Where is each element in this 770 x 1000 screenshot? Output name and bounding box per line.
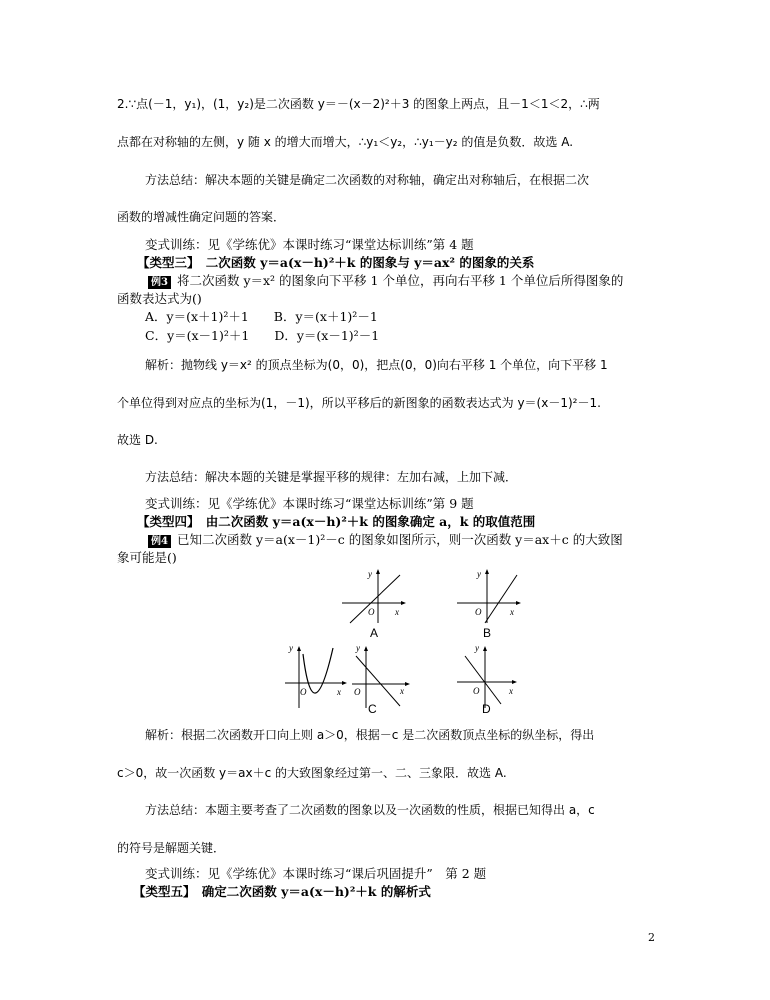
svg-text:O: O [354,687,361,697]
svg-text:y: y [368,569,372,579]
line-6: 【类型三】 二次函数 y＝a(x－h)²＋k 的图象与 y＝ax² 的图象的关系 [137,255,535,270]
line-7: 例3 将二次函数 y＝x² 的图象向下平移 1 个单位，再向右平移 1 个单位后所得图象的 [148,273,623,289]
figure-d-graph [455,640,525,710]
svg-text:x: x [510,607,514,617]
figure-d-label: D [482,702,491,716]
line-21: 方法总结：本题主要考查了二次函数的图象以及一次函数的性质，根据已知得出 a，c [145,803,595,817]
svg-text:x: x [509,686,513,696]
line-16: 【类型四】 由二次函数 y＝a(x－h)²＋k 的图象确定 a，k 的取值范围 [137,514,536,529]
line-5: 变式训练：见《学练优》本课时练习“课堂达标训练”第 4 题 [145,237,474,252]
line-24: 【类型五】 确定二次函数 y＝a(x－h)²＋k 的解析式 [133,884,431,899]
figure-c-label: C [368,702,377,716]
line-17: 例4 已知二次函数 y＝a(x－1)²－c 的图象如图所示，则一次函数 y＝ax＋c 的大致图 [148,532,623,548]
figure-c-graph [350,640,420,710]
figure-b [455,565,525,625]
line-4: 函数的增减性确定问题的答案． [117,210,286,224]
svg-text:y: y [477,569,481,579]
example-tag: 例3 [148,276,171,289]
figure-d [455,640,525,710]
svg-text:O: O [475,607,482,617]
svg-text:y: y [289,643,293,653]
svg-text:x: x [337,687,341,697]
line-1: 2.∵点(－1，y₁)，(1，y₂)是二次函数 y＝－(x－2)²＋3 的图象上两点，且－1＜1＜2，∴两 [117,97,600,111]
figure-c [350,640,420,710]
page-number: 2 [648,931,655,944]
svg-text:x: x [400,686,404,696]
line-18: 象可能是() [117,550,177,565]
line-2: 点都在对称轴的左侧，y 随 x 的增大而增大，∴y₁＜y₂，∴y₁－y₂ 的值是负数．故选 A. [117,135,574,149]
line-20: c＞0，故一次函数 y＝ax＋c 的大致图象经过第一、二、三象限．故选 A. [117,766,507,780]
line-23: 变式训练：见《学练优》本课时练习“课后巩固提升” 第 2 题 [145,866,487,881]
svg-text:O: O [473,686,480,696]
option-line-ab: A．y＝(x＋1)²＋1 B．y＝(x＋1)²－1 [145,309,378,324]
figure-b-label: B [483,626,492,640]
example-tag: 例4 [148,535,171,548]
figure-b-graph [455,565,525,625]
svg-text:x: x [395,607,399,617]
line-14: 方法总结：解决本题的关键是掌握平移的规律：左加右减，上加下减． [145,470,518,484]
line-11: 解析：抛物线 y＝x² 的顶点坐标为(0，0)，把点(0，0)向右平移 1 个单位，向下平移 1 [145,358,608,372]
svg-text:O: O [368,607,375,617]
line-15: 变式训练：见《学练优》本课时练习“课堂达标训练”第 9 题 [145,496,474,511]
line-13: 故选 D. [117,433,158,447]
parabola-graph [283,640,353,710]
figure-a-graph [340,565,410,625]
figure-a-label: A [370,626,379,640]
svg-text:O: O [300,687,307,697]
line-22: 的符号是解题关键． [117,841,226,855]
svg-text:y: y [475,643,479,653]
option-line-cd: C．y＝(x－1)²＋1 D．y＝(x－1)²－1 [145,328,380,343]
line-3: 方法总结：解决本题的关键是确定二次函数的对称轴，确定出对称轴后，在根据二次 [145,173,590,187]
line-8: 函数表达式为() [117,291,202,306]
figure-a [340,565,410,625]
line-19: 解析：根据二次函数开口向上则 a＞0，根据－c 是二次函数顶点坐标的纵坐标，得出 [145,728,595,742]
parabola-figure [283,640,353,710]
svg-text:y: y [356,643,360,653]
line-12: 个单位得到对应点的坐标为(1，－1)，所以平移后的新图象的函数表达式为 y＝(x－1)²－1. [117,396,601,410]
